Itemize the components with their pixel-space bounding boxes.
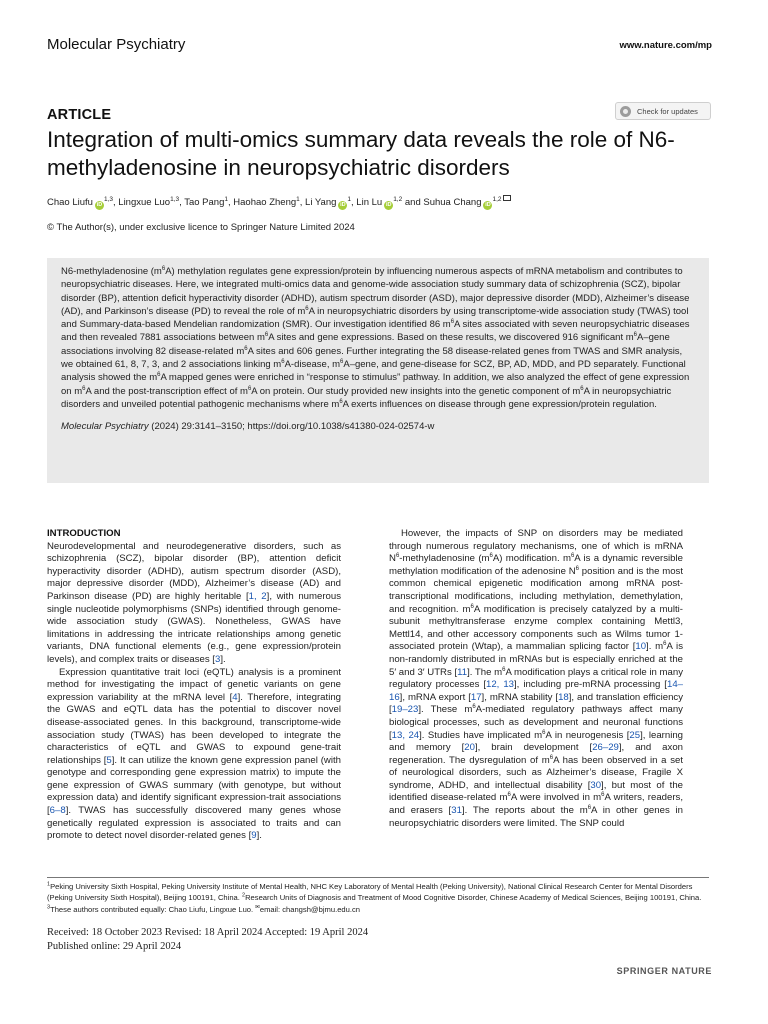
reference-link[interactable]: 25 [629,729,641,741]
affiliation-footnotes: $^1$Peking University Sixth Hospital, Peking University Institute of Mental Health, NHC Key Laboratory of Mental Health (Peking University), National Clinical Research Center for Mental Disorders (Peking University Sixth Hospital), Beijing 100191, China. $^2$Research Units of Diagnosis and Treatment of Mood Cognitive Disorder, Chinese Academy of Medical Sciences, Beijing 100191, China. $^3$These authors contributed equally: Chao Liufu, Lingxue Luo. ✉email: changsh@bjmu.edu.cn [47,881,702,914]
author-name[interactable]: Suhua Chang [423,197,482,208]
orcid-icon[interactable]: iD [485,202,491,208]
author-affiliation: 1,3 [170,195,180,203]
author-name[interactable]: Lingxue Luo [118,197,171,208]
footnote-divider [47,877,709,878]
email-icon[interactable] [503,195,511,201]
author-name[interactable]: Tao Pang [184,197,225,208]
author-name[interactable]: Li Yang [305,197,337,208]
body-paragraph: However, the impacts of SNP on disorders may be mediated through numerous regulatory mechanisms, one of which is mRNA $N^6$-methyladenosine $(m^6A)$ modification. $m^6A$ is a dynamic reversible methylation modification of the adenosine $N^6$ position and is the most common chemical epigenetic modification among mRNA post-transcriptional modifications, including methylation, demethylation, and recognition. $m^6A$ modification is precisely catalyzed by a multi-subunit methyltransferase enzyme complex containing Mettl3, Mettl14, and other accessory components such as Wilms tumor 1-associated protein (Wtap), a mammalian splicing factor [10]. $m^6A$ is non-randomly distributed in mRNAs but is especially enriched at the 5′ and 3′ UTRs [11]. The $m^6A$ modification plays a critical role in many regulatory processes [12, 13], including pre-mRNA processing [14–16], mRNA export [17], mRNA stability [18], and translation efficiency [19–23]. These $m^6A$-mediated regulatory pathways affect many biological processes, such as development and neuronal functions [13, 24]. Studies have implicated $m^6A$ in neurogenesis [25], learning and memory [20], brain development [26–29], and axon regeneration. The dysregulation of $m^6A$ has been observed in a set of neurological disorders, such as Alzheimer’s disease, Fragile X syndrome, ADHD, and intellectual disability [30], but most of the identified disease-related $m^6A$ were involved in $m^6A$ writers, readers, and erasers [31]. The reports about the $m^6A$ in other genes in neuropsychiatric disorders were limited. The SNP could [389,528,684,829]
body-paragraph: Neurodevelopmental and neurodegenerative disorders, such as schizophrenia (SCZ), bipolar disorder (BP), attention deficit hyperactivity disorder (ADHD), autism spectrum disorder (ASD), major depressive disorder (MDD), Alzheimer’s disease (AD) and Parkinson disease (PD) are highly heritable [1, 2], with numerous single nucleotide polymorphisms (SNPs) identified through genome-wide association study (GWAS). Nonetheless, GWAS have limitations in addressing the intricate relationships among genetic variants, DNA functional elements (e.g., gene expression/protein levels), and complex traits or diseases [3]. [47,540,341,665]
orcid-icon[interactable]: iD [96,202,103,208]
citation-journal: Molecular Psychiatry [61,421,149,433]
check-for-updates-button[interactable] [615,102,711,120]
author-name[interactable]: Chao Liufu [47,197,93,208]
citation-doi[interactable]: (2024) 29:3141–3150; https://doi.org/10.1038/s41380-024-02574-w [148,421,435,433]
reference-link[interactable]: 6–8 [49,805,66,817]
author-name[interactable]: Lin Lu [356,197,383,208]
author-affiliation: 1,3 [103,195,113,203]
author-affiliation: 1 [224,195,228,203]
reference-link[interactable]: 3 [214,653,221,665]
reference-link[interactable]: 30 [590,779,602,791]
abstract-text: N6-methyladenosine $(m^6A)$ methylation regulates gene expression/protein by influencing numerous aspects of mRNA metabolism and contributes to neuropsychiatric diseases. Here, we integrated multi-omics data and genome-wide association study summary data of schizophrenia (SCZ), bipolar disorder (BP), attention deficit hyperactivity disorder (ADHD), autism spectrum disorder (ASD), major depressive disorder (MDD), Alzheimer’s disease (AD), and Parkinson’s disease (PD) to reveal the role of $m^6A$ in neuropsychiatric disorders by using transcriptome-wide association study (TWAS) tool and Summary-data-based Mendelian randomization (SMR). Our investigation identified 86 $m^6A$ sites associated with seven neuropsychiatric diseases and then revealed 7881 associations between $m^6A$ sites and gene expressions. Based on these results, we discovered 916 significant $m^6A$–gene associations involving 82 disease-related $m^6A$ sites and 606 genes. Further integrating the 58 disease-related genes from TWAS and SMR analysis, we obtained 61, 8, 7, 3, and 2 associations linking $m^6A$-disease, $m^6A$–gene, and gene-disease for SCZ, BP, AD, MDD, and PD separately. Functional analysis showed the $m^6A$ mapped genes were enriched in “response to stimulus” pathway. In addition, we also analyzed the effect of gene expression on $m^6A$ and the post-transcription effect of $m^6A$ on protein. Our study provided new insights into the genetic component of $m^6A$ in neuropsychiatric disorders and unveiled potential pathogenic mechanisms where $m^6A$ exerts influences on disease through gene expression/protein regulation. [61,265,690,410]
reference-link[interactable]: 5 [106,754,112,766]
orcid-icon[interactable]: iD [385,202,392,208]
author-name[interactable]: Haohao Zheng [233,197,297,208]
reference-link[interactable]: 10 [635,641,647,653]
reference-link[interactable]: 12, 13 [486,679,515,691]
reference-link[interactable]: 19–23 [391,704,419,716]
body-paragraph: Expression quantitative trait loci (eQTL) analysis is a prominent method for investigating the impact of genetic variants on gene expression variability at the mRNA level [4]. Therefore, integrating the GWAS and eQTL data has the potential to discover novel disease-associated genes. In this background, transcriptome-wide association study (TWAS) has been developed to integrate the characteristics of eQTL and GWAS to expound gene-trait relationships [5]. It can utilize the known gene expression panel (with genotype and corresponding gene expression matrix) to impute the gene expression of GWAS summary (with genotype, but without expression data) and identify significant expression-trait associations [6–8]. TWAS has successfully discovered many genes whose genetically regulated expression is associated to traits and can promote to detect novel disorder-related genes [9]. [47,666,341,842]
reference-link[interactable]: 11 [457,666,468,678]
journal-name: Molecular Psychiatry [47,36,186,53]
author-affiliation: 1 [347,195,352,203]
reference-link[interactable]: 18 [558,691,569,703]
author-list: Chao Liufu iD$^{1,3}$, Lingxue Luo$^{1,3}$, Tao Pang$^1$, Haohao Zheng$^1$, Li Yang $iD^1$, Lin Lu iD$^{1,2}$ and Suhua Chang iD$^{1,2}$ [47,195,727,210]
reference-link[interactable]: 14–16 [389,679,683,703]
reference-link[interactable]: 4 [232,691,238,703]
author-affiliation: 1 [296,195,300,203]
body-column-left [47,528,341,843]
body-column-right [389,528,683,830]
article-type-label: ARTICLE [47,107,112,123]
reference-link[interactable]: 20 [464,742,475,754]
publisher-logo: SPRINGER NATURE [616,966,712,976]
abstract-box [47,258,709,483]
reference-link[interactable]: 13, 24 [391,729,420,741]
reference-link[interactable]: 17 [470,691,482,703]
reference-link[interactable]: 9 [251,830,257,842]
reference-link[interactable]: 31 [451,805,462,817]
publication-dates [47,926,368,953]
check-updates-icon [620,106,631,117]
reference-link[interactable]: 1, 2 [248,590,267,602]
copyright-notice: © The Author(s), under exclusive licence to Springer Nature Limited 2024 [47,222,355,233]
author-affiliation: 1,2 [393,195,403,203]
check-updates-label: Check for updates [637,106,698,116]
published-date: Published online: 29 April 2024 [47,940,182,952]
author-affiliation: 1,2 [492,195,502,203]
received-dates: Received: 18 October 2023 Revised: 18 April 2024 Accepted: 19 April 2024 [47,927,369,938]
article-title: Integration of multi-omics summary data reveals the role of N6-methyladenosine in neuropsychiatric disorders [47,127,675,180]
reference-link[interactable]: 26–29 [592,742,619,754]
section-heading-introduction: INTRODUCTION [47,528,121,539]
journal-url-link[interactable]: www.nature.com/mp [619,40,712,51]
orcid-icon[interactable]: iD [340,202,346,208]
citation-line [61,421,695,432]
